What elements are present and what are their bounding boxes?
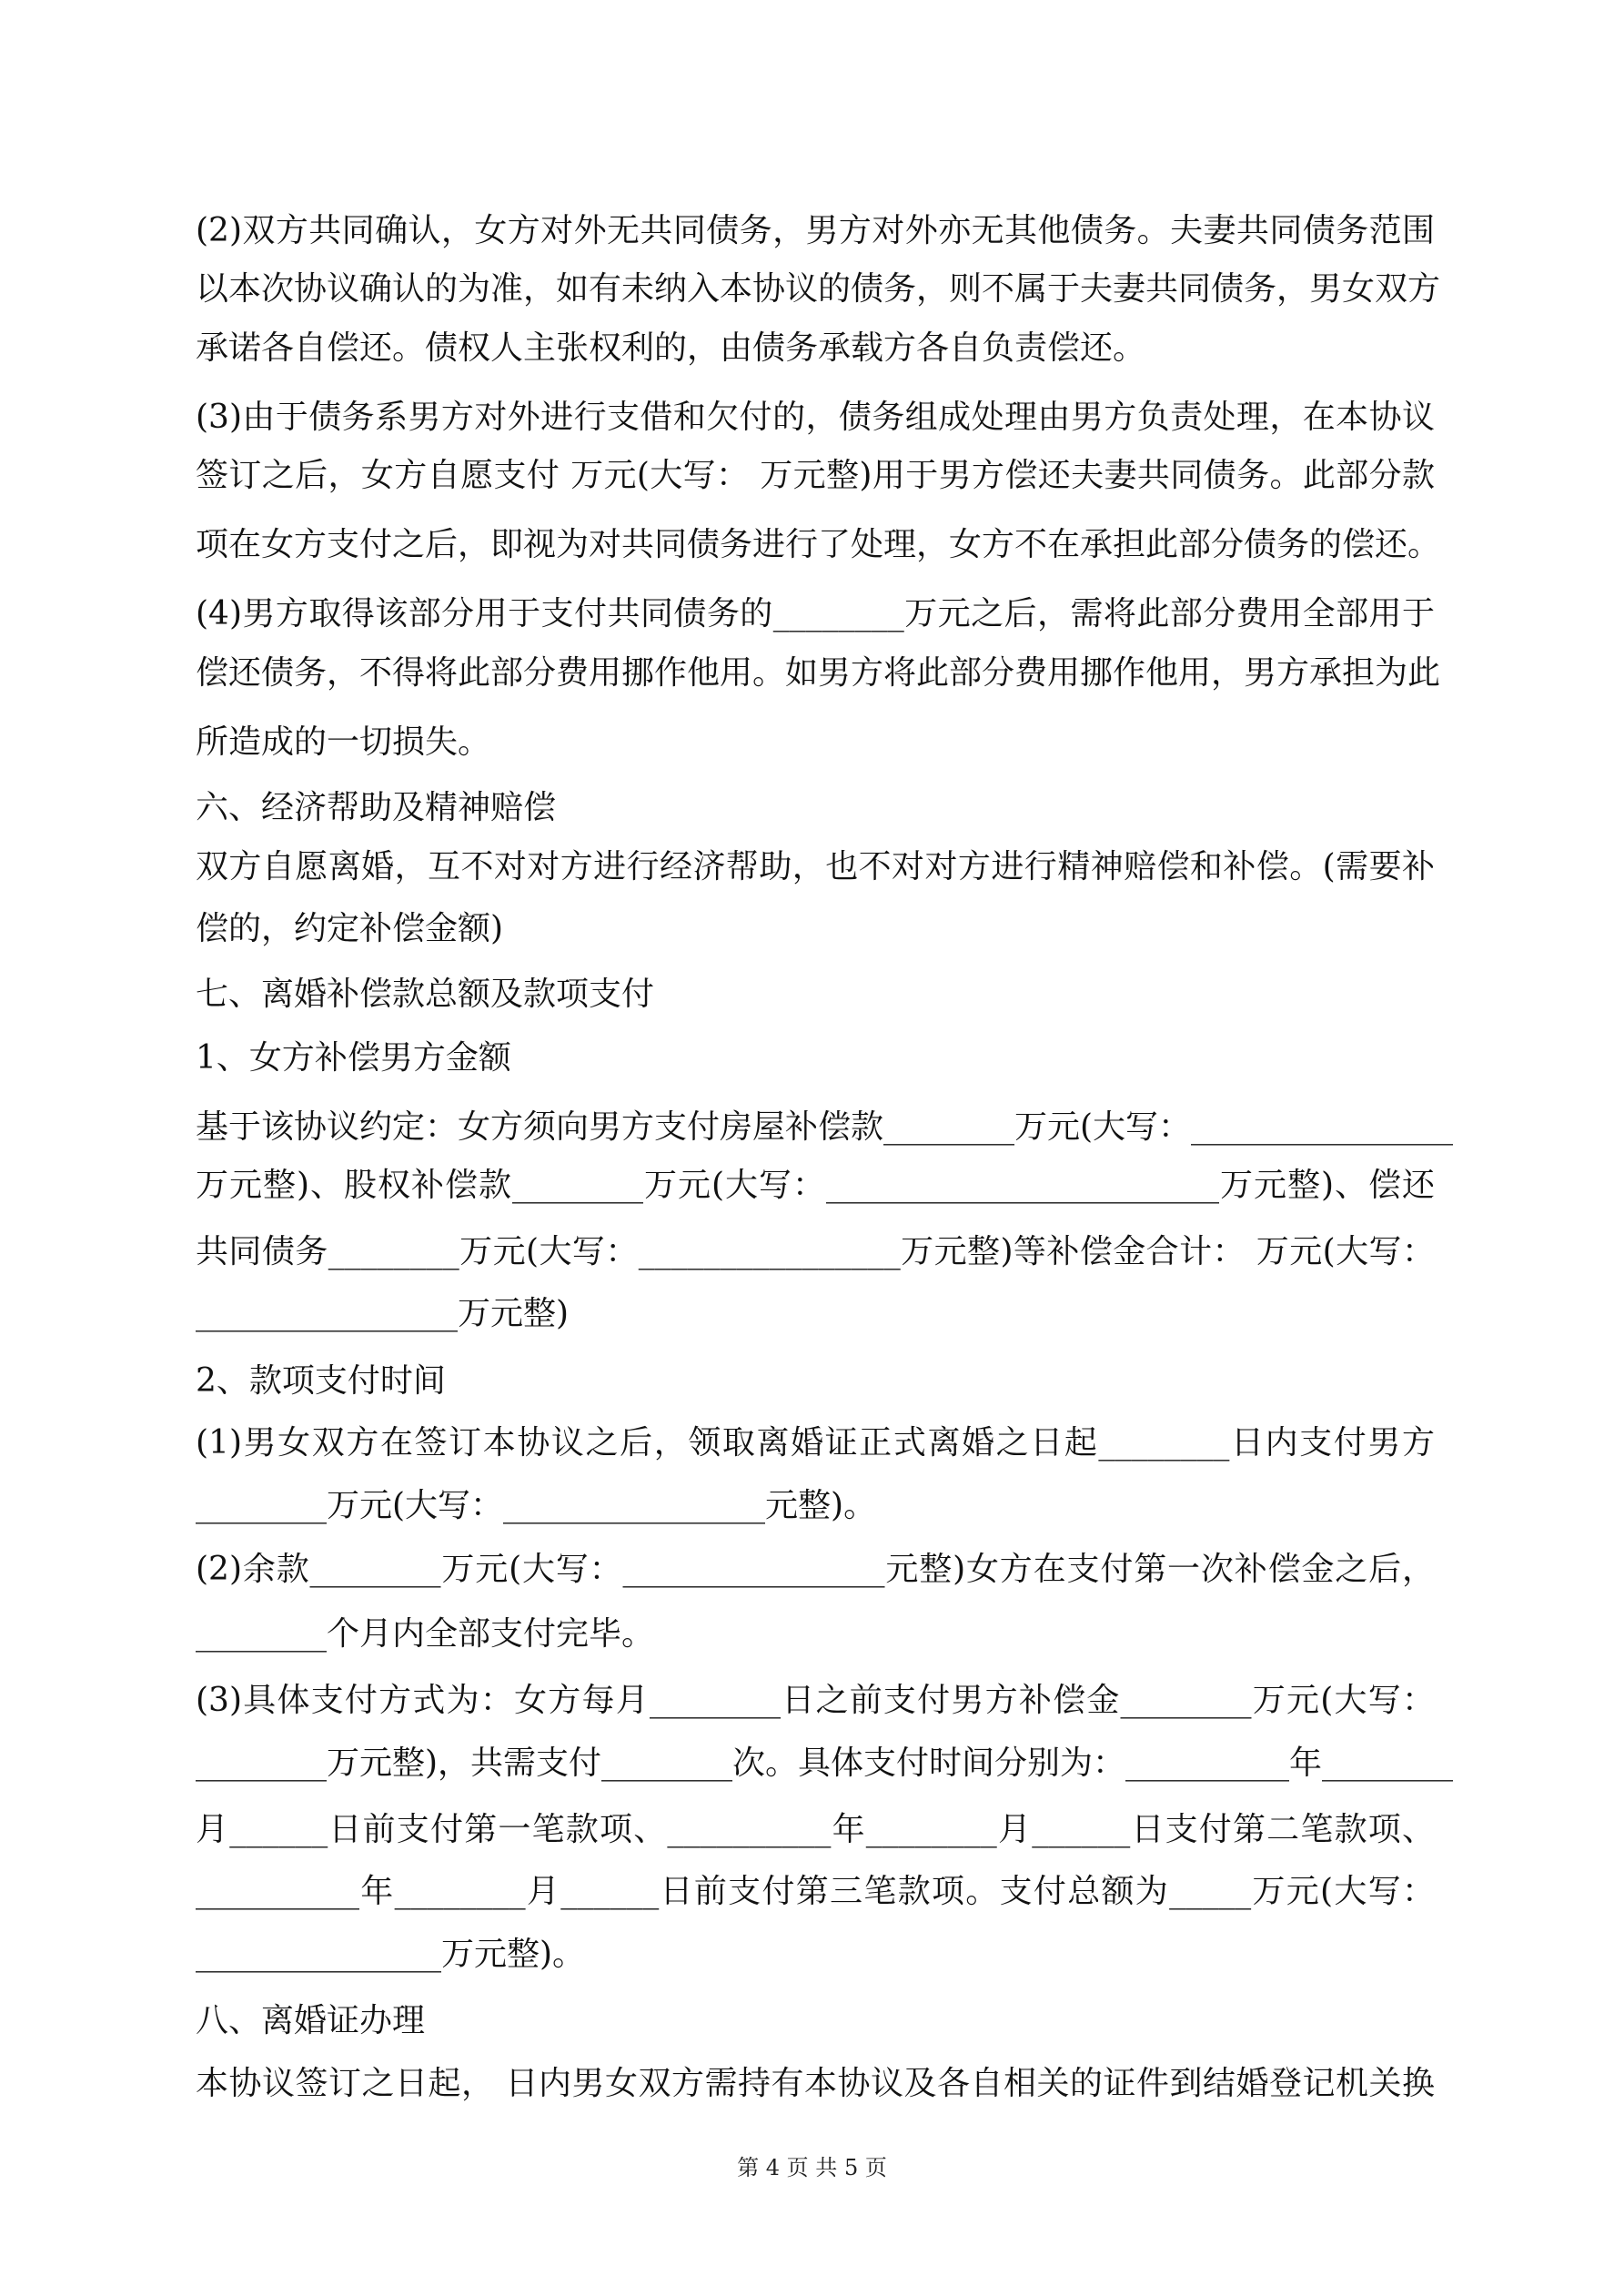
- paragraph-line: 偿的，约定补偿金额): [196, 910, 504, 947]
- paragraph-line: 偿还债务，不得将此部分费用挪作他用。如男方将此部分费用挪作他用，男方承担为此: [196, 654, 1441, 692]
- page-number-footer: 第 4 页 共 5 页: [737, 2155, 887, 2180]
- paragraph-line: (2)余款________万元(大写：________________元整)女方在支付第一次补偿金之后，: [196, 1551, 1435, 1588]
- paragraph-line: ________万元(大写：________________元整)。: [196, 1487, 877, 1524]
- paragraph-line: ________个月内全部支付完毕。: [196, 1615, 655, 1653]
- paragraph-line: (3)由于债务系男方对外进行支借和欠付的，债务组成处理由男方负责处理，在本协议: [196, 399, 1435, 436]
- paragraph-line: (3)具体支付方式为：女方每月________日之前支付男方补偿金________万元(大写：: [196, 1682, 1435, 1719]
- paragraph-line: ________万元整)，共需支付________次。具体支付时间分别为：__________年________: [196, 1745, 1454, 1782]
- subsection-heading: 1、女方补偿男方金额: [196, 1039, 511, 1077]
- paragraph-line: __________年________月______日前支付第三笔款项。支付总额为_____万元(大写：: [196, 1873, 1435, 1910]
- paragraph-line: 万元整)、股权补偿款________万元(大写：________________________万元整)、偿还: [196, 1167, 1435, 1204]
- paragraph-line: 所造成的一切损失。: [196, 723, 491, 761]
- paragraph-line: 基于该协议约定：女方须向男方支付房屋补偿款________万元(大写：________________: [196, 1108, 1454, 1146]
- paragraph-line: (4)男方取得该部分用于支付共同债务的________万元之后，需将此部分费用全部用于: [196, 595, 1435, 632]
- section-heading: 六、经济帮助及精神赔偿: [196, 789, 557, 826]
- paragraph-line: 承诺各自偿还。债权人主张权利的，由债务承载方各自负责偿还。: [196, 329, 1146, 367]
- section-heading: 八、离婚证办理: [196, 2002, 426, 2039]
- paragraph-line: 双方自愿离婚，互不对对方进行经济帮助，也不对对方进行精神赔偿和补偿。(需要补: [196, 848, 1435, 885]
- paragraph-line: 本协议签订之日起， 日内男女双方需持有本协议及各自相关的证件到结婚登记机关换: [196, 2065, 1435, 2102]
- paragraph-line: (2)双方共同确认，女方对外无共同债务，男方对外亦无其他债务。夫妻共同债务范围: [196, 212, 1435, 249]
- paragraph-line: _______________万元整)。: [196, 1936, 586, 1973]
- paragraph-line: (1)男女双方在签订本协议之后，领取离婚证正式离婚之日起________日内支付男方: [196, 1424, 1435, 1462]
- paragraph-line: 共同债务________万元(大写：________________万元整)等补偿金合计： 万元(大写：: [196, 1233, 1435, 1270]
- section-heading: 七、离婚补偿款总额及款项支付: [196, 976, 655, 1013]
- subsection-heading: 2、款项支付时间: [196, 1362, 446, 1400]
- paragraph-line: 以本次协议确认的为准，如有未纳入本协议的债务，则不属于夫妻共同债务，男女双方: [196, 270, 1441, 308]
- paragraph-line: 签订之后，女方自愿支付 万元(大写： 万元整)用于男方偿还夫妻共同债务。此部分款: [196, 457, 1435, 494]
- paragraph-line: ________________万元整): [196, 1295, 570, 1332]
- paragraph-line: 项在女方支付之后，即视为对共同债务进行了处理，女方不在承担此部分债务的偿还。: [196, 526, 1441, 563]
- paragraph-line: 月______日前支付第一笔款项、__________年________月______日支付第二笔款项、: [196, 1811, 1435, 1848]
